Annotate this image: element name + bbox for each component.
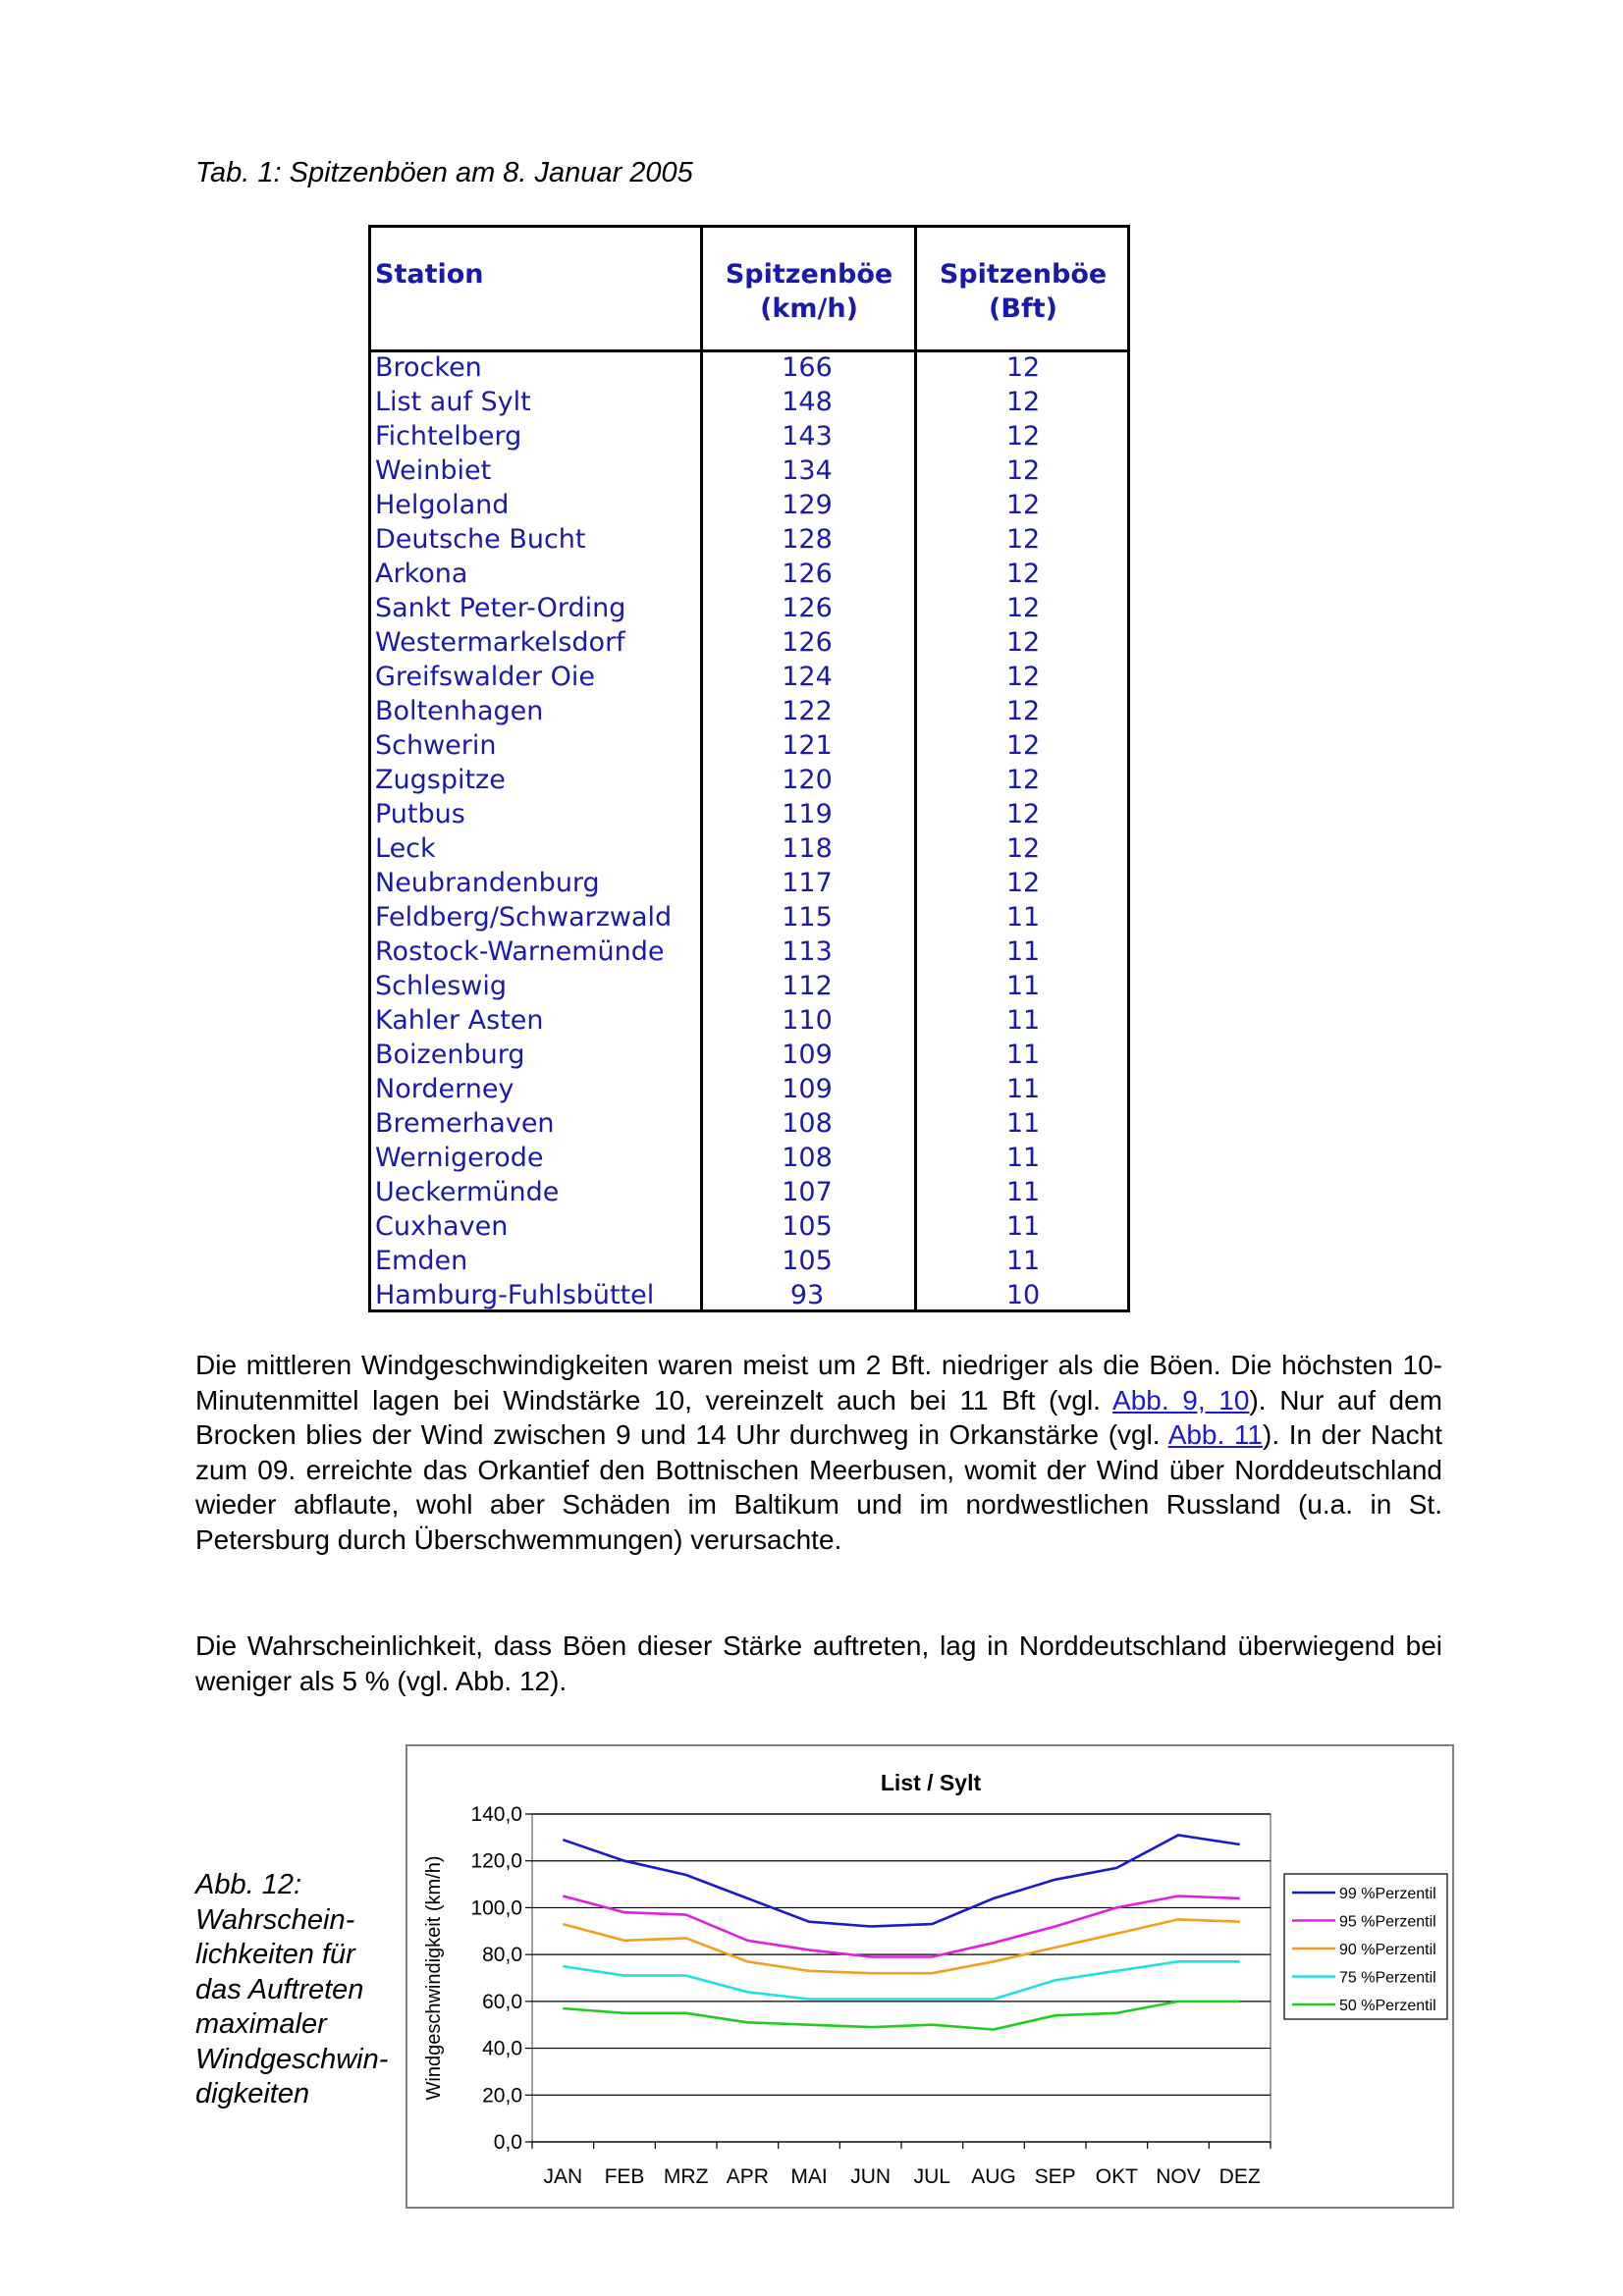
plot-area	[532, 1814, 1271, 2142]
gust-kmh-cell: 110	[782, 1005, 833, 1036]
station-cell: Ueckermünde	[375, 1177, 560, 1207]
table-row	[371, 831, 1127, 866]
header-gust-bft-line2: (Bft)	[989, 294, 1057, 324]
gust-kmh-cell: 107	[782, 1177, 833, 1207]
station-cell: List auf Sylt	[375, 387, 531, 417]
gust-bft-cell: 11	[1005, 936, 1041, 967]
legend-entry: 90 %Perzentil	[1339, 1942, 1436, 1958]
station-cell: Putbus	[375, 799, 465, 829]
table-row	[371, 660, 1127, 694]
station-cell: Leck	[375, 833, 436, 864]
header-gust-kmh	[702, 257, 916, 326]
table-row	[371, 350, 1127, 385]
gust-table	[368, 225, 1130, 1312]
station-cell: Neubrandenburg	[375, 868, 600, 898]
table-row	[371, 488, 1127, 522]
gust-kmh-cell: 122	[782, 696, 833, 726]
paragraph-text: Die mittleren Windgeschwindigkeiten waren meist um 2 Bft. niedriger als die Böen. Die höchsten 10-Minutenmittel lagen bei Windstärke 10, vereinzelt auch bei 11 Bft (vgl.	[195, 1350, 1442, 1415]
gust-bft-cell: 12	[1005, 387, 1041, 417]
header-gust-kmh-line1: Spitzenböe	[725, 259, 893, 290]
table-row	[371, 1003, 1127, 1038]
gust-bft-cell: 12	[1005, 421, 1041, 452]
x-tick-label: JUL	[913, 2165, 951, 2188]
station-cell: Schwerin	[375, 730, 497, 761]
gust-bft-cell: 11	[1005, 1040, 1041, 1070]
link-abb-9-10[interactable]: Abb. 9, 10	[1112, 1384, 1250, 1415]
station-cell: Norderney	[375, 1074, 514, 1104]
figure-caption-line: digkeiten	[195, 2078, 310, 2109]
gust-kmh-cell: 126	[782, 559, 833, 589]
station-cell: Hamburg-Fuhlsbüttel	[375, 1280, 655, 1310]
y-tick-label: 0,0	[493, 2131, 522, 2154]
gust-kmh-cell: 108	[782, 1143, 833, 1173]
gust-kmh-cell: 166	[782, 352, 833, 383]
figure-caption-line: das Auftreten	[195, 1973, 364, 2005]
gust-kmh-cell: 126	[782, 627, 833, 658]
gust-kmh-cell: 115	[782, 902, 833, 933]
gust-bft-cell: 11	[1005, 1246, 1041, 1276]
table-row	[371, 1209, 1127, 1244]
x-tick-label: JUN	[850, 2165, 892, 2188]
gust-bft-cell: 11	[1005, 1211, 1041, 1242]
gust-kmh-cell: 105	[782, 1211, 833, 1242]
y-tick-label: 40,0	[482, 2037, 522, 2060]
gust-bft-cell: 12	[1005, 662, 1041, 692]
station-cell: Schleswig	[375, 971, 507, 1001]
header-station: Station	[375, 259, 484, 290]
gust-bft-cell: 12	[1005, 696, 1041, 726]
x-tick-label: MAI	[790, 2165, 828, 2188]
table-row	[371, 522, 1127, 557]
table-row	[371, 454, 1127, 488]
station-cell: Sankt Peter-Ording	[375, 593, 626, 623]
paragraph-mean-wind	[195, 1348, 1442, 1557]
table-row	[371, 1175, 1127, 1209]
x-tick-label: APR	[726, 2165, 769, 2188]
station-cell: Cuxhaven	[375, 1211, 509, 1242]
header-gust-kmh-line2: (km/h)	[760, 294, 858, 324]
station-cell: Kahler Asten	[375, 1005, 544, 1036]
gust-bft-cell: 11	[1005, 1074, 1041, 1104]
table-row	[371, 385, 1127, 419]
gust-bft-cell: 11	[1005, 1005, 1041, 1036]
table-body	[371, 350, 1127, 1312]
gust-kmh-cell: 134	[782, 455, 833, 486]
gust-kmh-cell: 119	[782, 799, 833, 829]
gust-kmh-cell: 126	[782, 593, 833, 623]
station-cell: Boizenburg	[375, 1040, 525, 1070]
gust-kmh-cell: 143	[782, 421, 833, 452]
table-row	[371, 728, 1127, 763]
table-row	[371, 1038, 1127, 1072]
x-tick-label: NOV	[1156, 2165, 1201, 2188]
table-row	[371, 969, 1127, 1003]
legend-entry: 50 %Perzentil	[1339, 1998, 1436, 2014]
table-row	[371, 866, 1127, 900]
table-row	[371, 694, 1127, 728]
gust-kmh-cell: 128	[782, 524, 833, 555]
station-cell: Greifswalder Oie	[375, 662, 596, 692]
header-gust-bft-line1: Spitzenböe	[939, 259, 1108, 290]
table-row	[371, 763, 1127, 797]
paragraph-probability: Die Wahrscheinlichkeit, dass Böen dieser Stärke auftreten, lag in Norddeutschland überwiegend bei weniger als 5 % (vgl. Abb. 12).	[195, 1630, 1442, 1696]
y-axis-label: Windgeschwindigkeit (km/h)	[423, 1855, 445, 2101]
station-cell: Emden	[375, 1246, 468, 1276]
paragraph-text: ). Nur auf dem Brocken blies der Wind zwischen 9 und 14 Uhr durchweg in Orkanstärke (vgl.	[195, 1384, 1442, 1450]
gust-kmh-cell: 129	[782, 490, 833, 520]
gust-kmh-cell: 120	[782, 765, 833, 795]
table-row	[371, 1106, 1127, 1141]
legend-entry: 75 %Perzentil	[1339, 1969, 1436, 1987]
y-tick-label: 100,0	[470, 1896, 522, 1920]
gust-bft-cell: 11	[1005, 1143, 1041, 1173]
gust-bft-cell: 12	[1005, 593, 1041, 623]
gust-bft-cell: 12	[1005, 868, 1041, 898]
y-tick-label: 140,0	[470, 1803, 522, 1826]
x-tick-label: DEZ	[1218, 2165, 1261, 2188]
table-row	[371, 419, 1127, 454]
gust-bft-cell: 12	[1005, 765, 1041, 795]
gust-bft-cell: 11	[1005, 1108, 1041, 1139]
station-cell: Boltenhagen	[375, 696, 544, 726]
gust-kmh-cell: 109	[782, 1040, 833, 1070]
station-cell: Helgoland	[375, 490, 510, 520]
gust-kmh-cell: 121	[782, 730, 833, 761]
station-cell: Brocken	[375, 352, 482, 383]
table-row	[371, 591, 1127, 625]
gust-bft-cell: 12	[1005, 833, 1041, 864]
station-cell: Westermarkelsdorf	[375, 627, 625, 658]
x-tick-label: SEP	[1034, 2165, 1076, 2188]
table-row	[371, 625, 1127, 660]
chart-frame	[406, 1744, 1454, 2209]
figure-caption-line: maximaler	[195, 2008, 327, 2040]
figure-caption-line: Wahrschein-	[195, 1903, 355, 1936]
gust-bft-cell: 12	[1005, 524, 1041, 555]
legend-entry: 95 %Perzentil	[1339, 1913, 1436, 1931]
gust-kmh-cell: 108	[782, 1108, 833, 1139]
station-cell: Bremerhaven	[375, 1108, 555, 1139]
gust-bft-cell: 12	[1005, 627, 1041, 658]
station-cell: Fichtelberg	[375, 421, 522, 452]
link-abb-11[interactable]: Abb. 11	[1167, 1419, 1263, 1450]
table-row	[371, 934, 1127, 969]
gust-kmh-cell: 117	[782, 868, 833, 898]
table-row	[371, 557, 1127, 591]
y-tick-label: 120,0	[470, 1849, 522, 1873]
figure-caption-line: Windgeschwin-	[195, 2043, 389, 2075]
table-caption: Tab. 1: Spitzenböen am 8. Januar 2005	[195, 157, 693, 188]
legend-entry: 99 %Perzentil	[1339, 1886, 1436, 1902]
x-tick-label: AUG	[971, 2165, 1016, 2188]
figure-caption-line: lichkeiten für	[195, 1939, 355, 1970]
table-row	[371, 900, 1127, 934]
gust-bft-cell: 11	[1005, 971, 1041, 1001]
gust-bft-cell: 12	[1005, 490, 1041, 520]
table-row	[371, 1141, 1127, 1175]
gust-bft-cell: 11	[1005, 1177, 1041, 1207]
station-cell: Weinbiet	[375, 455, 492, 486]
station-cell: Wernigerode	[375, 1143, 544, 1173]
table-row	[371, 1244, 1127, 1278]
gust-kmh-cell: 148	[782, 387, 833, 417]
gust-bft-cell: 12	[1005, 455, 1041, 486]
table-row	[371, 1072, 1127, 1106]
gust-bft-cell: 12	[1005, 799, 1041, 829]
station-cell: Zugspitze	[375, 765, 506, 795]
gust-bft-cell: 11	[1005, 902, 1041, 933]
y-tick-label: 20,0	[482, 2084, 522, 2108]
y-tick-label: 60,0	[482, 1990, 522, 2013]
gust-kmh-cell: 105	[782, 1246, 833, 1276]
paragraph-text: ). In der Nacht zum 09. erreichte das Orkantief den Bottnischen Meerbusen, womit der Wind über Norddeutschland wieder abflaute, wohl aber Schäden im Baltikum und im nordwestlichen Russland (u.a. in St. Petersburg durch Überschwemmungen) verursachte.	[195, 1419, 1442, 1555]
figure-caption-line: Abb. 12:	[195, 1869, 302, 1900]
x-tick-label: MRZ	[663, 2165, 709, 2188]
percentile-chart	[407, 1746, 1452, 2207]
station-cell: Arkona	[375, 559, 468, 589]
gust-bft-cell: 12	[1005, 559, 1041, 589]
gust-kmh-cell: 113	[782, 936, 833, 967]
station-cell: Feldberg/Schwarzwald	[375, 902, 673, 933]
station-cell: Rostock-Warnemünde	[375, 936, 665, 967]
x-tick-label: JAN	[543, 2165, 583, 2188]
gust-kmh-cell: 112	[782, 971, 833, 1001]
header-gust-bft	[916, 257, 1130, 326]
gust-kmh-cell: 93	[789, 1280, 825, 1310]
gust-bft-cell: 12	[1005, 352, 1041, 383]
x-tick-label: FEB	[604, 2165, 645, 2188]
figure-caption	[195, 1868, 388, 2112]
chart-title: List / Sylt	[880, 1770, 982, 1795]
gust-bft-cell: 10	[1005, 1280, 1041, 1310]
table-row	[371, 1278, 1127, 1312]
table-row	[371, 797, 1127, 831]
x-tick-label: OKT	[1095, 2165, 1138, 2188]
y-tick-label: 80,0	[482, 1944, 522, 1967]
gust-kmh-cell: 109	[782, 1074, 833, 1104]
station-cell: Deutsche Bucht	[375, 524, 586, 555]
gust-kmh-cell: 124	[782, 662, 833, 692]
gust-bft-cell: 12	[1005, 730, 1041, 761]
gust-kmh-cell: 118	[782, 833, 833, 864]
